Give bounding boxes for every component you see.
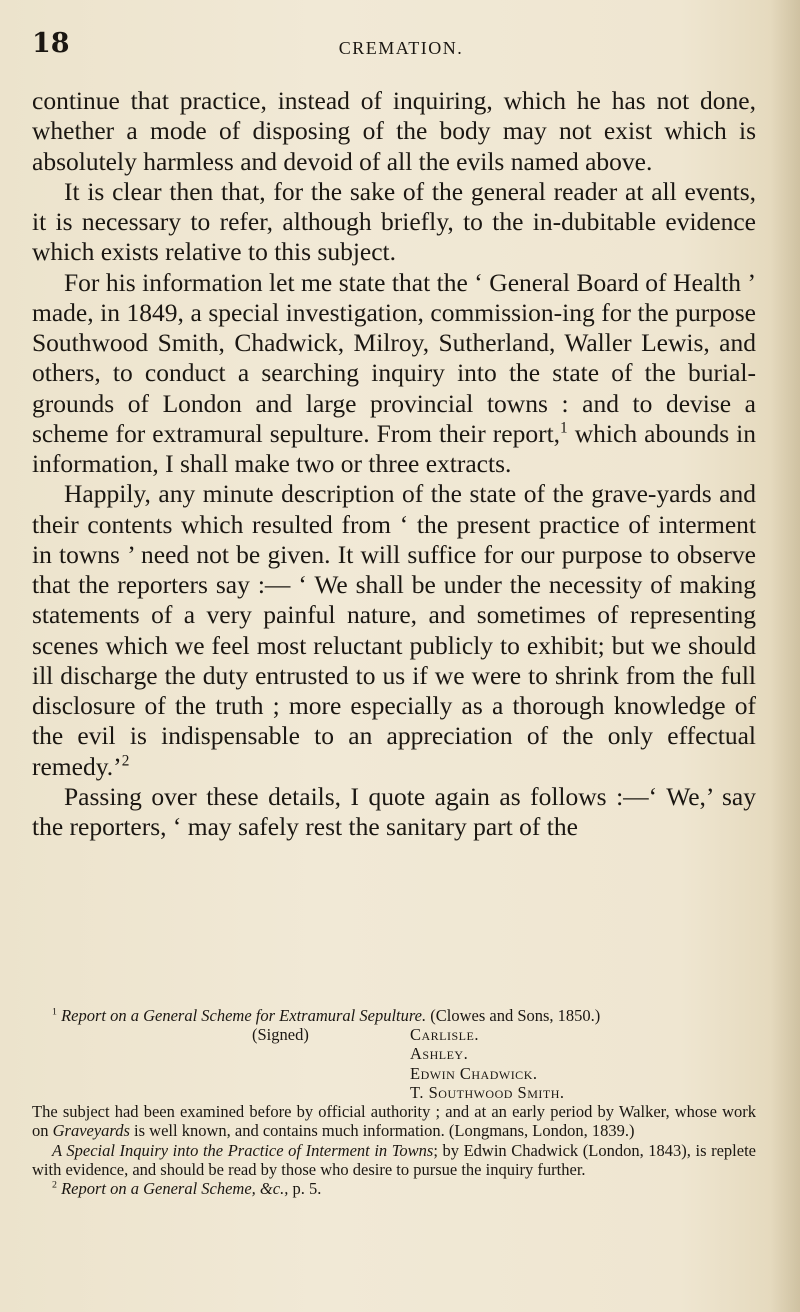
footnote-2-marker: 2 [52,1179,57,1191]
paragraph-4 [32,479,756,782]
signature-block [32,1025,756,1102]
footnote-1 [32,1006,756,1025]
footnote-1-note-2 [32,1141,756,1179]
signatories [410,1025,565,1102]
footnote-1-marker: 1 [52,1006,57,1018]
running-head: CREMATION. [338,38,464,58]
footnotes [32,1006,756,1198]
signed-label: (Signed) [252,1025,309,1045]
footnote-1-note-title-2: A Special Inquiry into the Practice of Interment in Towns [52,1140,434,1160]
paragraph-3-text-a: For his information let me state that the ‘ General Board of Health ’ made, in 1849, a special investigation, commission-ing for the purpose Southwood Smith, Chadwick, Milroy, Sutherland, Waller Lewis, and others, to conduct a searching inquiry into the state of the burial-grounds of London and large provincial towns : and to devise a scheme for extramural sepulture. From their report, [32,267,756,448]
footnote-1-note-c: ; by Edwin Chadwick (London, 1843), is replete with evidence, and should be read by those who desire to pursue the inquiry further. [32,1140,756,1179]
page-edge-shadow [770,0,800,1312]
page-header [32,28,730,62]
paragraph-5: Passing over these details, I quote again as follows :—‘ We,’ say the reporters, ‘ may safely rest the sanitary part of the [32,781,756,841]
footnote-1-title: Report on a General Scheme for Extramural Sepulture. [61,1006,427,1025]
signatory: Edwin Chadwick. [410,1063,538,1083]
body-text [32,86,756,842]
paragraph-1: continue that practice, instead of inquiring, which he has not done, whether a mode of disposing of the body may not exist which is absolutely harmless and devoid of all the evils named above. [32,86,756,176]
footnote-1-note [32,1102,756,1140]
footnote-1-note-a: The subject had been examined before by official authority ; and at an early period by Walker, whose work on [32,1102,756,1141]
signatory: Carlisle. [410,1025,479,1045]
signatory: T. Southwood Smith. [410,1082,565,1102]
page-number: 18 [32,28,70,59]
footnote-2-page: p. 5. [288,1179,322,1199]
footnote-1-note-title-1: Graveyards [52,1121,130,1141]
footnote-1-publisher: (Clowes and Sons, 1850.) [426,1006,601,1025]
footnote-1-note-b: is well known, and contains much information. (Longmans, London, 1839.) [129,1121,635,1141]
signatory: Ashley. [410,1044,469,1064]
footnote-ref-1: 1 [560,419,568,437]
footnote-2 [32,1179,756,1198]
footnote-2-title: Report on a General Scheme, &c., [61,1179,289,1199]
paragraph-3-text-b: which abounds in information, I shall make two or three extracts. [32,418,756,478]
footnote-ref-2: 2 [121,752,130,769]
paragraph-4-text: Happily, any minute description of the state of the grave-yards and their contents which resulted from ‘ the present practice of interment in towns ’ need not be given. It will suffice for our purpose to observe that the reporters say :— ‘ We shall be under the necessity of making statements of a very painful nature, and sometimes of representing scenes which we feel most reluctant publicly to exhibit; but we should ill discharge the duty entrusted to us if we were to shrink from the full disclosure of the truth ; more especially as a thorough knowledge of the evil is indispensable to an appreciation of the only effectual remedy.’ [32,479,756,781]
paragraph-2: It is clear then that, for the sake of the general reader at all events, it is necessary to refer, although briefly, to the in-dubitable evidence which exists relative to this subject. [32,176,756,267]
paragraph-3 [32,268,756,480]
